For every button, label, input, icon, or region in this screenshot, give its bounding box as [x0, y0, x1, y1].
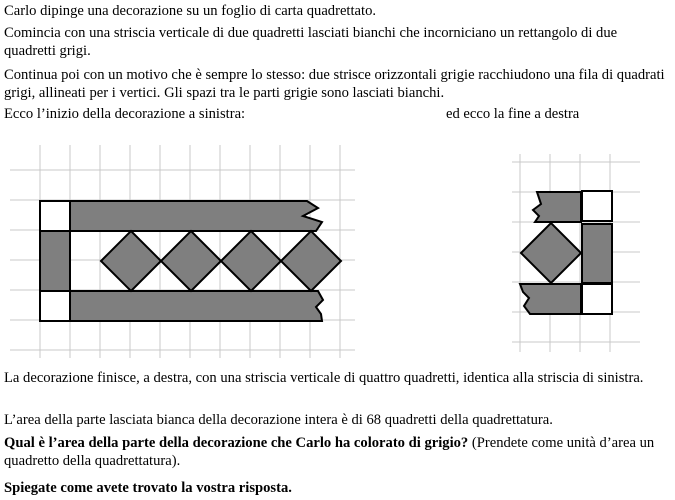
explain-instruction: Spiegate come avete trovato la vostra risposta. — [4, 480, 292, 496]
question-note: (Prendete come unità d’area un quadretto della quadrettatura). — [4, 435, 655, 469]
gray-diamond-end — [521, 223, 581, 283]
gray-strip-top-end — [533, 192, 581, 222]
gray-diamond — [221, 231, 281, 291]
gray-strip-bottom-end — [520, 284, 581, 314]
gray-diamond — [281, 231, 341, 291]
right-caption: ed ecco la fine a destra — [446, 106, 580, 122]
intro-paragraph-1: Carlo dipinge una decorazione su un foglio di carta quadrettato. — [4, 3, 377, 19]
left-decoration-figure — [0, 140, 360, 362]
white-square-top-end — [582, 191, 612, 221]
question-bold: Qual è l’area della parte della decorazione che Carlo ha colorato di grigio? — [4, 435, 469, 451]
white-square-top — [40, 201, 70, 231]
right-decoration-figure — [505, 148, 645, 356]
gray-diamond — [161, 231, 221, 291]
gray-rectangle-left — [40, 231, 70, 291]
body-paragraph-4: La decorazione finisce, a destra, con una striscia verticale di quattro quadretti, identica alla striscia di sinistra. — [4, 370, 644, 386]
intro-paragraph-3: Continua poi con un motivo che è sempre lo stesso: due strisce orizzontali grigie racchiudono una fila di quadrati grigi, allineati per i vertici. Gli spazi tra le parti grigie sono lasciati bianchi. — [4, 67, 665, 101]
body-paragraph-5: L’area della parte lasciata bianca della decorazione intera è di 68 quadretti della quadrettatura. — [4, 412, 553, 428]
intro-paragraph-2: Comincia con una striscia verticale di due quadretti lasciati bianchi che incorniciano un rettangolo di due quadretti grigi. — [4, 25, 618, 59]
gray-strip-bottom — [70, 291, 323, 321]
gray-rectangle-right — [582, 224, 612, 283]
question — [4, 434, 670, 470]
gray-diamond — [101, 231, 161, 291]
gray-strip-top — [70, 201, 322, 231]
white-square-bottom-end — [582, 284, 612, 314]
white-square-bottom — [40, 291, 70, 321]
left-caption: Ecco l’inizio della decorazione a sinistra: — [4, 106, 246, 122]
